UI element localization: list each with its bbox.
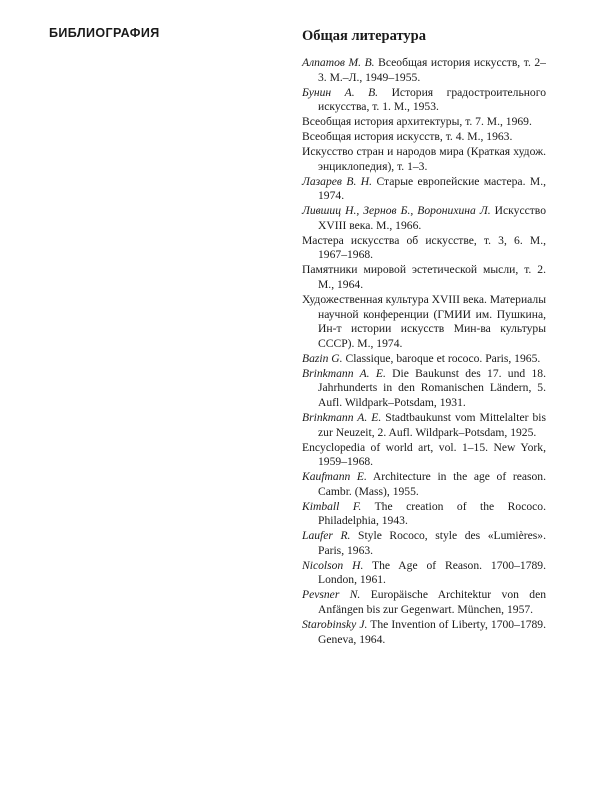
entry-text: The creation of the Rococo. Philadelphia, 1943.	[318, 499, 546, 528]
section-title: Общая литература	[302, 28, 426, 44]
bibliography-entry	[302, 263, 546, 292]
entry-text: Stadtbaukunst vom Mittelalter bis zur Neuzeit, 2. Aufl. Wildpark–Potsdam, 1925.	[318, 410, 546, 439]
entry-author: Brinkmann A. E.	[302, 366, 386, 380]
bibliography-entry	[302, 86, 546, 115]
bibliography-entry	[302, 293, 546, 351]
entry-text: Старые европейские мастера. М., 1974.	[318, 174, 546, 203]
entry-text: Architecture in the age of reason. Cambr. (Mass), 1955.	[318, 470, 546, 498]
entry-text: Europäische Architektur von den Anfängen bis zur Gegenwart. München, 1957.	[318, 588, 547, 616]
bibliography-entry	[302, 115, 546, 130]
entry-author: Nicolson H.	[302, 558, 364, 572]
entry-text: Искусство стран и народов мира (Краткая худож. энциклопедия), т. 1–3.	[302, 145, 546, 173]
entry-author: Pevsner N.	[302, 588, 361, 602]
entry-text: Classique, baroque et rococo. Paris, 1965.	[342, 351, 541, 365]
entry-text: Искусство XVIII века. М., 1966.	[318, 204, 546, 232]
bibliography-entry	[302, 618, 546, 647]
bibliography-entry	[302, 56, 546, 85]
entry-author: Лившиц Н., Зернов Б., Воронихина Л.	[302, 204, 491, 218]
entry-text: The Invention of Liberty, 1700–1789. Geneva, 1964.	[318, 617, 546, 646]
bibliography-entry	[302, 145, 546, 174]
entry-text: Памятники мировой эстетической мысли, т. 2. М., 1964.	[302, 263, 546, 292]
bibliography-list	[302, 56, 546, 648]
entry-text: Encyclopedia of world art, vol. 1–15. New York, 1959–1968.	[302, 440, 546, 469]
entry-text: Мастера искусства об искусстве, т. 3, 6. М., 1967–1968.	[302, 233, 546, 262]
bibliography-entry	[302, 529, 546, 558]
bibliography-entry	[302, 352, 546, 367]
running-head: БИБЛИОГРАФИЯ	[49, 26, 160, 40]
entry-author: Лазарев В. Н.	[302, 174, 373, 188]
entry-text: Всеобщая история искусств, т. 4. М., 1963.	[302, 130, 513, 144]
entry-author: Laufer R.	[302, 529, 351, 543]
bibliography-entry	[302, 470, 546, 499]
entry-author: Bazin G.	[302, 351, 343, 365]
bibliography-entry	[302, 367, 546, 411]
bibliography-entry	[302, 559, 546, 588]
entry-text: Всеобщая история архитектуры, т. 7. М., 1969.	[302, 115, 532, 129]
bibliography-entry	[302, 175, 546, 204]
entry-author: Бунин А. В.	[302, 85, 379, 99]
entry-text: Всеобщая история искусств, т. 2–3. М.–Л., 1949–1955.	[318, 56, 546, 84]
entry-author: Starobinsky J.	[302, 617, 368, 631]
bibliography-entry	[302, 588, 546, 617]
entry-author: Brinkmann A. E.	[302, 410, 382, 424]
bibliography-entry	[302, 500, 546, 529]
bibliography-entry	[302, 130, 546, 145]
entry-author: Kimball F.	[302, 499, 362, 513]
entry-author: Алпатов М. В.	[302, 56, 375, 69]
entry-text: The Age of Reason. 1700–1789. London, 1961.	[318, 558, 546, 587]
bibliography-entry	[302, 411, 546, 440]
bibliography-entry	[302, 234, 546, 263]
bibliography-entry	[302, 204, 546, 233]
entry-author: Kaufmann E.	[302, 470, 367, 484]
entry-text: Die Baukunst des 17. und 18. Jahrhunderts in den Romanischen Ländern, 5. Aufl. Wildpark–Potsdam, 1931.	[318, 366, 546, 409]
bibliography-entry	[302, 441, 546, 470]
entry-text: Style Rococo, style des «Lumières». Paris, 1963.	[318, 529, 546, 557]
entry-text: История градостроительного искусства, т. 1. М., 1953.	[318, 85, 546, 114]
entry-text: Художественная культура XVIII века. Материалы научной конференции (ГМИИ им. Пушкина, Ин-т истории искусств Мин-ва культуры СССР). М., 1974.	[302, 293, 546, 350]
